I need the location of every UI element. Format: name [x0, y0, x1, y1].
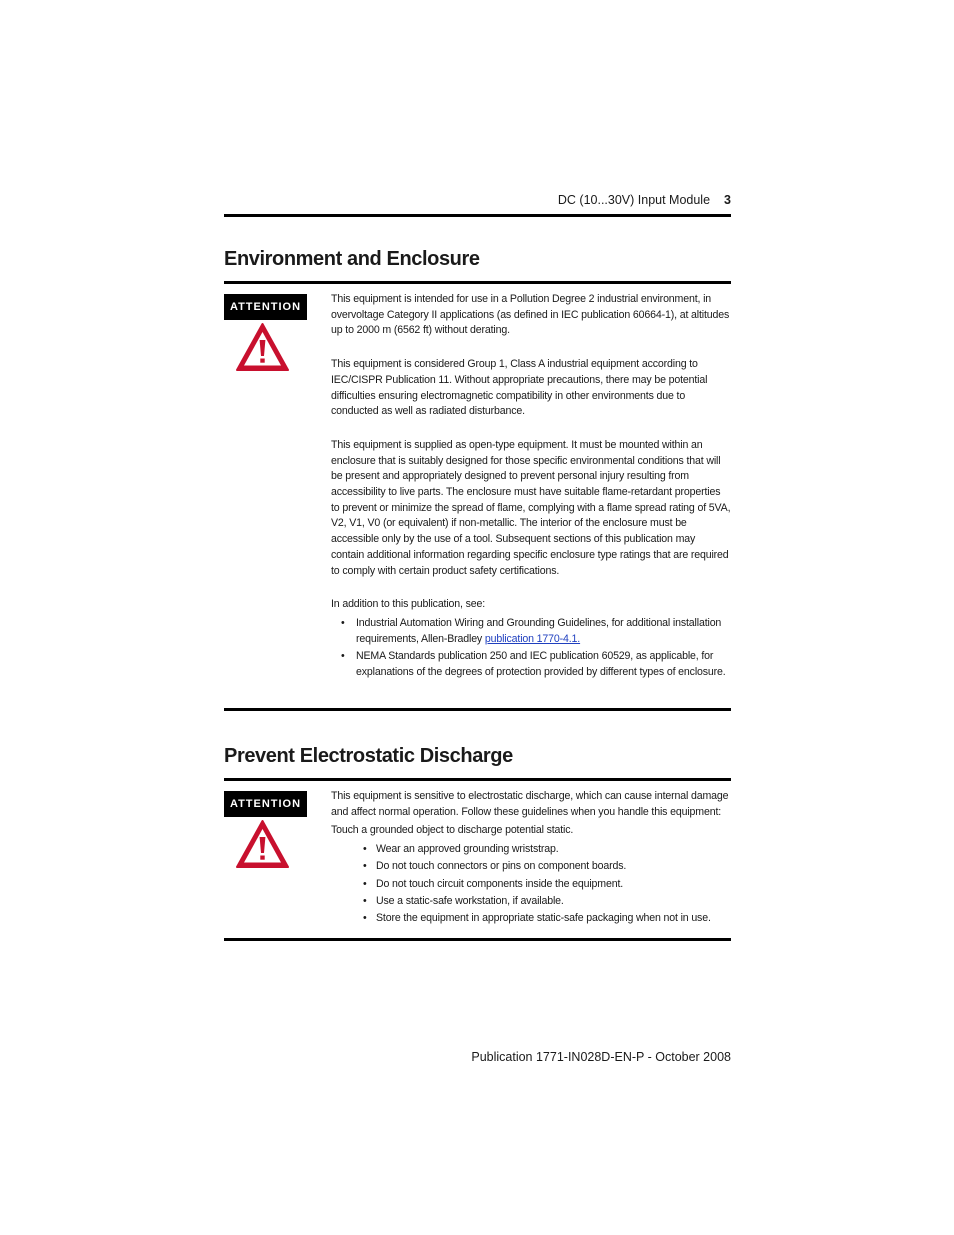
header-rule — [224, 214, 731, 217]
reference-list — [331, 616, 731, 680]
paragraph: Touch a grounded object to discharge potential static. — [331, 824, 574, 837]
list-item: • Store the equipment in appropriate static-safe packaging when not in use. — [331, 911, 731, 927]
esd-guidelines-list — [331, 842, 731, 927]
paragraph: This equipment is supplied as open-type equipment. It must be mounted within an enclosure that is suitably designed for those specific environmental conditions that will be present and appropriately designed to prevent personal injury resulting from accessibility to live parts. The enclosure must have suitable flame-retardant properties to prevent or minimize the spread of flame, complying with a flame spread rating of 5VA, V2, V1, V0 (or equivalent) if non-metallic. The interior of the enclosure must be accessible only by the use of a tool. Subsequent sections of this publication may contain additional information regarding specific enclosure type ratings that are required to comply with certain product safety certifications. — [331, 438, 731, 577]
section-rule-top — [224, 778, 731, 781]
warning-triangle-icon — [235, 819, 290, 869]
list-item: • Use a static-safe workstation, if available. — [331, 894, 731, 910]
environment-body — [331, 292, 731, 680]
section-rule-bottom — [224, 708, 731, 711]
paragraph: This equipment is considered Group 1, Class A industrial equipment according to IEC/CISPR Publication 11. Without appropriate precautions, there may be potential difficulties ensuring electromagnetic compatibility in other environments due to conducted as well as radiated disturbance. — [331, 358, 708, 418]
list-item: • Do not touch connectors or pins on component boards. — [331, 859, 731, 875]
publication-link[interactable]: publication 1770-4.1. — [484, 632, 581, 645]
page-number: 3 — [724, 193, 731, 207]
section-rule-bottom — [224, 938, 731, 941]
list-item — [331, 616, 731, 647]
section-rule-top — [224, 281, 731, 284]
warning-triangle-icon — [235, 322, 290, 372]
paragraph: In addition to this publication, see: — [331, 598, 486, 611]
esd-body — [331, 789, 731, 928]
list-item-text: Industrial Automation Wiring and Grounding Guidelines, for additional installation requirements, Allen-Bradley — [356, 616, 722, 645]
list-item-text: NEMA Standards publication 250 and IEC publication 60529, as applicable, for explanations of the degrees of protection provided by different types of enclosure. — [356, 649, 726, 678]
page-footer: Publication 1771-IN028D-EN-P - October 2008 — [471, 1050, 731, 1064]
page-header — [224, 191, 731, 209]
list-item — [331, 649, 731, 680]
section-title-environment: Environment and Enclosure — [224, 248, 480, 270]
paragraph: This equipment is intended for use in a Pollution Degree 2 industrial environment, in overvoltage Category II applications (as defined in IEC publication 60664-1), at altitudes up to 2000 m (6562 ft) without derating. — [331, 293, 730, 337]
section-title-esd: Prevent Electrostatic Discharge — [224, 745, 513, 767]
list-item: • Wear an approved grounding wriststrap. — [331, 842, 731, 858]
paragraph: This equipment is sensitive to electrostatic discharge, which can cause internal damage and affect normal operation. Follow these guidelines when you handle this equipment: — [331, 790, 729, 818]
attention-badge: ATTENTION — [224, 791, 307, 817]
list-item: • Do not touch circuit components inside the equipment. — [331, 877, 731, 893]
header-title: DC (10...30V) Input Module — [557, 193, 711, 207]
attention-badge: ATTENTION — [224, 294, 307, 320]
